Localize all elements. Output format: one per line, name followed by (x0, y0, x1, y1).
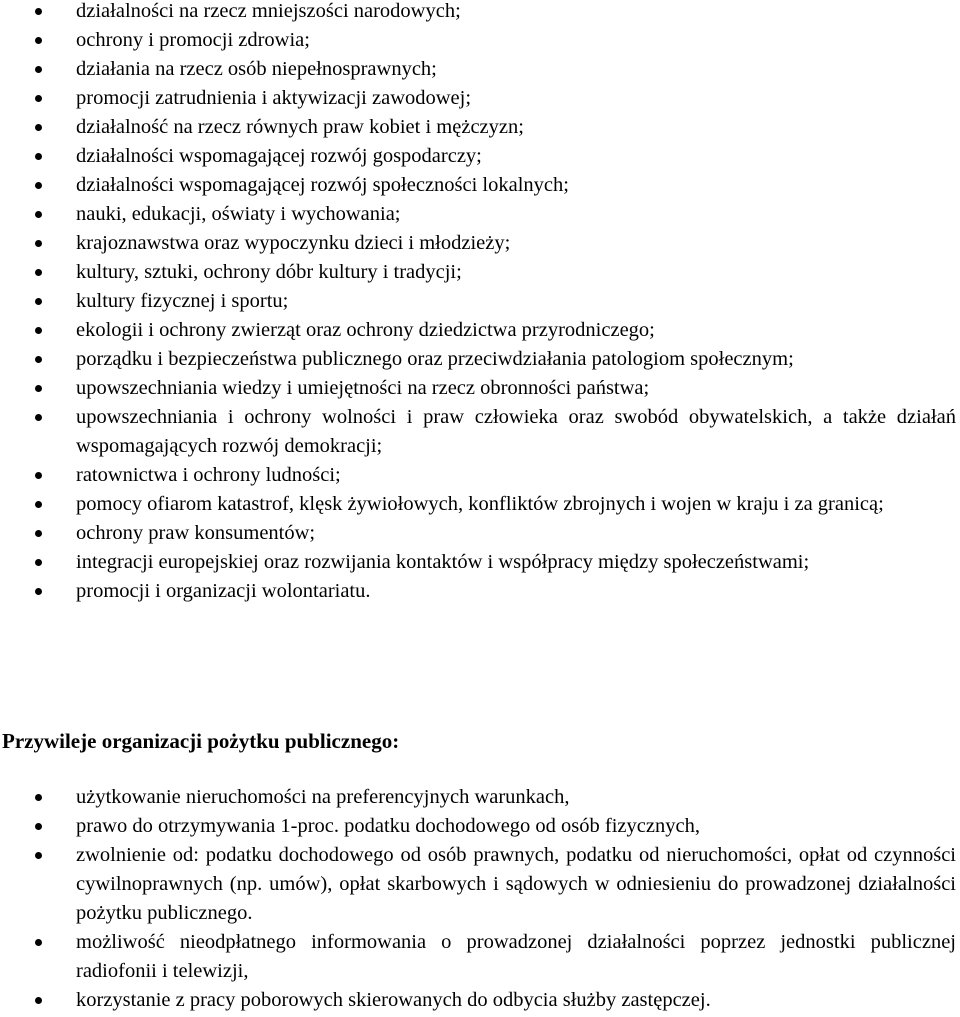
list-item: korzystanie z pracy poborowych skierowanych do odbycia służby zastępczej. (0, 986, 960, 1015)
list-item: pomocy ofiarom katastrof, klęsk żywiołowych, konfliktów zbrojnych i wojen w kraju i za granicą; (0, 490, 960, 519)
list-item: działalności na rzecz mniejszości narodowych; (0, 0, 960, 26)
list-item: porządku i bezpieczeństwa publicznego oraz przeciwdziałania patologiom społecznym; (0, 345, 960, 374)
list-item: upowszechniania i ochrony wolności i praw człowieka oraz swobód obywatelskich, a także działań wspomagających rozwój demokracji; (0, 403, 960, 461)
list-item: działalność na rzecz równych praw kobiet i mężczyzn; (0, 113, 960, 142)
list-item: promocji i organizacji wolontariatu. (0, 577, 960, 606)
list-item: kultury fizycznej i sportu; (0, 287, 960, 316)
list-item: krajoznawstwa oraz wypoczynku dzieci i młodzieży; (0, 229, 960, 258)
list-item: działalności wspomagającej rozwój społeczności lokalnych; (0, 171, 960, 200)
list-item: użytkowanie nieruchomości na preferencyjnych warunkach, (0, 783, 960, 812)
list-item: ratownictwa i ochrony ludności; (0, 461, 960, 490)
list-item: działalności wspomagającej rozwój gospodarczy; (0, 142, 960, 171)
list-item: nauki, edukacji, oświaty i wychowania; (0, 200, 960, 229)
list-item: promocji zatrudnienia i aktywizacji zawodowej; (0, 84, 960, 113)
list-item: kultury, sztuki, ochrony dóbr kultury i tradycji; (0, 258, 960, 287)
list-item: prawo do otrzymywania 1-proc. podatku dochodowego od osób fizycznych, (0, 812, 960, 841)
list-item: działania na rzecz osób niepełnosprawnych; (0, 55, 960, 84)
privileges-heading: Przywileje organizacji pożytku publicznego: (2, 729, 400, 753)
privileges-list (0, 783, 960, 1015)
list-item: ekologii i ochrony zwierząt oraz ochrony dziedzictwa przyrodniczego; (0, 316, 960, 345)
list-item: ochrony i promocji zdrowia; (0, 26, 960, 55)
list-item: zwolnienie od: podatku dochodowego od osób prawnych, podatku od nieruchomości, opłat od czynności cywilnoprawnych (np. umów), opłat skarbowych i sądowych w odniesieniu do prowadzonej działalności pożytku publicznego. (0, 841, 960, 928)
list-item: możliwość nieodpłatnego informowania o prowadzonej działalności poprzez jednostki publicznej radiofonii i telewizji, (0, 928, 960, 986)
list-item: integracji europejskiej oraz rozwijania kontaktów i współpracy między społeczeństwami; (0, 548, 960, 577)
list-item: upowszechniania wiedzy i umiejętności na rzecz obronności państwa; (0, 374, 960, 403)
list-item: ochrony praw konsumentów; (0, 519, 960, 548)
